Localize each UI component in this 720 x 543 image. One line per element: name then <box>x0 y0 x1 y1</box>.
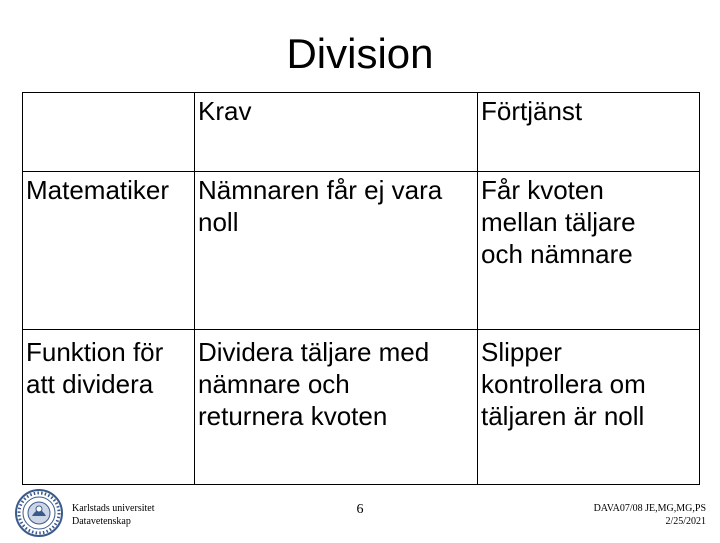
table-row <box>23 330 700 485</box>
slide-title: Division <box>286 30 434 77</box>
footer-date-line: 2/25/2021 <box>665 516 706 527</box>
footer-meta <box>594 502 706 528</box>
comparison-table <box>22 92 700 485</box>
cell-line: täljaren är noll <box>481 401 645 431</box>
footer-dept-line: Datavetenskap <box>72 516 131 527</box>
cell-line: returnera kvoten <box>198 401 388 431</box>
cell-line: Matematiker <box>26 175 170 205</box>
footer-course-line: DAVA07/08 JE,MG,MG,PS <box>593 503 706 514</box>
row-label-cell <box>23 330 195 485</box>
header-cell-krav: Krav <box>195 93 478 172</box>
table-header-row <box>23 93 700 172</box>
cell-line: kontrollera om <box>481 369 646 399</box>
footer-organization <box>72 502 154 528</box>
fortjanst-cell <box>478 330 700 485</box>
fortjanst-cell <box>478 172 700 330</box>
krav-cell <box>195 172 478 330</box>
header-cell-fortjanst: Förtjänst <box>478 93 700 172</box>
cell-line: Funktion för <box>26 337 164 367</box>
cell-line: mellan täljare <box>481 207 636 237</box>
page-number: 6 <box>356 502 364 517</box>
cell-line: Får kvoten <box>481 175 604 205</box>
cell-line: att dividera <box>26 369 154 399</box>
cell-line: Dividera täljare med <box>198 337 430 367</box>
cell-line: och nämnare <box>481 239 633 269</box>
footer-org-line: Karlstads universitet <box>72 503 155 514</box>
row-label-cell <box>23 172 195 330</box>
cell-line: Nämnaren får ej vara <box>198 175 443 205</box>
krav-cell <box>195 330 478 485</box>
header-cell-empty <box>23 93 195 172</box>
university-seal-icon <box>14 488 64 538</box>
cell-line: nämnare och <box>198 369 350 399</box>
cell-line: Slipper <box>481 337 562 367</box>
table-row <box>23 172 700 330</box>
cell-line: noll <box>198 207 239 237</box>
